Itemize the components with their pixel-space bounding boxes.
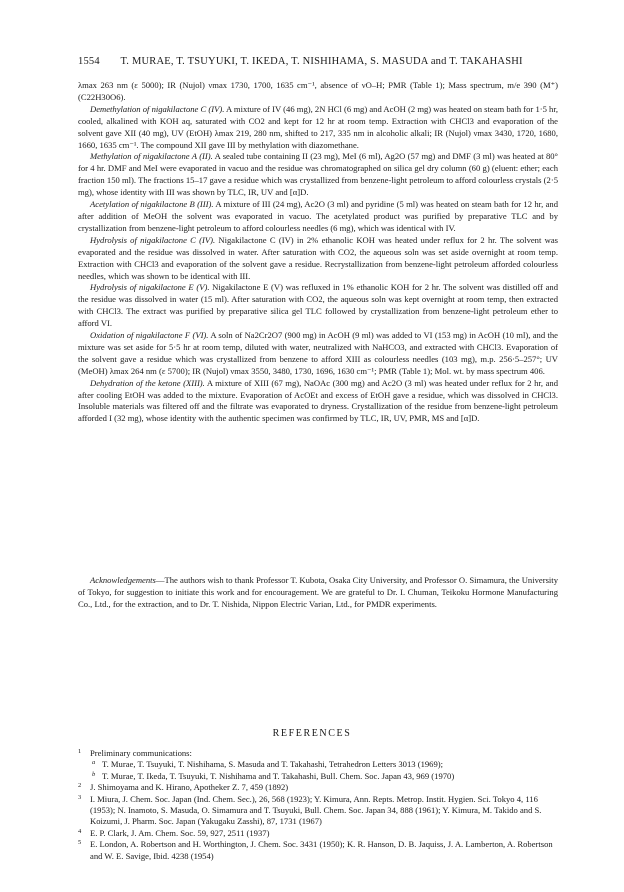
paragraph-lead: Oxidation of nigakilactone F (VI). (90, 330, 209, 341)
paragraph-lead: Hydrolysis of nigakilactone E (V). (90, 282, 210, 293)
paragraph-lead: Demethylation of nigakilactone C (IV). (90, 103, 225, 114)
paragraph-hydrolysis-c: Hydrolysis of nigakilactone C (IV). Nigakilactone C (IV) in 2% ethanolic KOH was heated under reflux for 2 hr. The solvent was evaporated and the residue was dissolved in water. After saturation with CO2, the aqueous soln was set aside overnight at room temp. Extraction with CHCl3 and evaporation of the solvent gave a residue. Recrystallization from benzene-light petroleum afforded colourless needles, which was shown to be identical with III. (78, 234, 558, 281)
reference-subitem (78, 759, 558, 770)
acknowledgements (78, 575, 558, 611)
reference-number: 5 (78, 839, 82, 847)
acknowledgements-lead: Acknowledgements (90, 575, 156, 585)
paragraph-oxidation: Oxidation of nigakilactone F (VI). A soln of Na2Cr2O7 (900 mg) in AcOH (9 ml) was added to VI (153 mg) in AcOH (10 ml), and the mixture was set aside for 5·5 hr at room temp, diluted with water, neutralized with NaHCO3, and extracted with CHCl3. Evaporation of the solvent gave a residue which was crystallized from benzene to afford XIII as colourless needles (103 mg), m.p. 256·5–257°; UV (MeOH) λmax 264 nm (ε 5700); IR (Nujol) νmax 3550, 3480, 1730, 1696, 1630 cm⁻¹; PMR (Table 1); Mol. wt. by mass spectrum 406. (78, 330, 558, 376)
paragraph-lead: Methylation of nigakilactone A (II). (90, 151, 213, 162)
paragraph-demethylation: Demethylation of nigakilactone C (IV). A mixture of IV (46 mg), 2N HCl (6 mg) and AcOH (2 mg) was heated on steam bath for 1·5 hr, cooled, alkalined with KOH aq, saturated with CO2 and kept for 12 hr at room temp. Extraction with CHCl3 and evaporation of the solvent gave XII (40 mg), UV (EtOH) λmax 219, 280 nm, shifted to 217, 335 nm in alcoholic alkali; IR (Nujol) νmax 3430, 1720, 1680, 1660, 1635 cm⁻¹. The compound XII gave III by methylation with diazomethane. (78, 103, 559, 150)
reference-subnumber: a (92, 759, 96, 767)
reference-text: T. Murae, T. Ikeda, T. Tsuyuki, T. Nishihama and T. Takahashi, Bull. Chem. Soc. Japan 43, 969 (1970) (102, 770, 455, 781)
reference-text: E. London, A. Robertson and H. Worthington, J. Chem. Soc. 3431 (1950); K. R. Hanson, D. B. Jaquiss, J. A. Lamberton, A. Robertson and W. E. Savige, Ibid. 4238 (1954) (90, 839, 553, 861)
reference-item (78, 748, 558, 759)
reference-number: 2 (78, 782, 82, 790)
reference-item (78, 794, 558, 828)
references-heading: REFERENCES (272, 728, 352, 739)
paragraph-lead: Hydrolysis of nigakilactone C (IV). (90, 234, 216, 245)
experimental-section (78, 80, 558, 425)
reference-item (78, 782, 558, 793)
reference-subitem (78, 771, 558, 782)
header-authors: T. MURAE, T. TSUYUKI, T. IKEDA, T. NISHIHAMA, S. MASUDA and T. TAKAHASHI (120, 56, 523, 67)
reference-text: T. Murae, T. Tsuyuki, T. Nishihama, S. Masuda and T. Takahashi, Tetrahedron Letters 3013 (1969); (102, 759, 444, 770)
paragraph-hydrolysis-e: Hydrolysis of nigakilactone E (V). Nigakilactone E (V) was refluxed in 1% ethanolic KOH for 2 hr. The solvent was distilled off and the residue was dissolved in water (15 ml). After saturation with CO2, the aqueous soln was kept overnight at room temp, then extracted with CHCl3. The extract was purified by preparative silica gel TLC followed by crystallization from benzene-light petroleum ether to afford VI. (78, 282, 559, 329)
acknowledgements-text: —The authors wish to thank Professor T. Kubota, Osaka City University, and Professor O. Simamura, the University of Tokyo, for suggestion to initiate this work and for encouragement. We are grateful to Dr. I. Chuman, Teikoku Hormone Manufacturing Co., Ltd., for the extraction, and to Dr. T. Nishida, Nippon Electric Varian, Ltd., for PMDR experiments. (78, 575, 558, 609)
reference-text: I. Miura, J. Chem. Soc. Japan (Ind. Chem. Sec.), 26, 568 (1923); Y. Kimura, Ann. Repts. Metrop. Instit. Hygien. Sci. Tokyo 4, 116 (1953); N. Inamoto, S. Masuda, O. Simamura and T. Tsuyuki, Bull. Chem. Soc. Japan 34, 888 (1961); Y. Kimura, M. Takido and S. Koizumi, J. Pharm. Soc. Japan (Yakugaku Zasshi), 87, 1731 (1967) (90, 793, 542, 827)
references-list (78, 748, 558, 862)
reference-text: Preliminary communications: (90, 748, 192, 758)
paragraph-acetylation: Acetylation of nigakilactone B (III). A mixture of III (24 mg), Ac2O (3 ml) and pyridine (5 ml) was heated on steam bath for 12 hr, and after addition of MeOH the solvent was evaporated in vacuo. The acetylated product was purified by preparative TLC and by crystallization from benzene-light petroleum to afford colourless needles (6 mg), which was identical with IV. (78, 199, 558, 233)
reference-number: 1 (78, 748, 82, 755)
reference-item (78, 828, 558, 839)
paragraph-lead: Acetylation of nigakilactone B (III). (90, 199, 214, 210)
paragraph-dehydration: Dehydration of the ketone (XIII). A mixture of XIII (67 mg), NaOAc (300 mg) and Ac2O (3 ml) was heated under reflux for 2 hr, and after cooling EtOH was added to the mixture. Evaporation of AcOEt and excess of EtOH gave a residue, which was dissolved in CHCl3. Insoluble materials was filtered off and the filtrate was evaporated to dryness. Crystallization of the residue from benzene-light petroleum afforded I (32 mg), whose identity with the authentic specimen was confirmed by TLC, IR, UV, PMR, MS and [α]D. (78, 377, 558, 424)
reference-number: 3 (78, 793, 82, 801)
reference-number: 4 (78, 827, 82, 835)
running-header (78, 56, 558, 67)
page-number: 1554 (78, 56, 100, 67)
reference-item (78, 839, 558, 862)
reference-text: J. Shimoyama and K. Hirano, Apotheker Z. 7, 459 (1892) (90, 782, 289, 793)
paragraph-spectral-data: λmax 263 nm (ε 5000); IR (Nujol) νmax 1730, 1700, 1635 cm⁻¹, absence of νO–H; PMR (Table 1); Mass spectrum, m/e 390 (M⁺) (C22H30O6). (78, 80, 558, 102)
paragraph-methylation: Methylation of nigakilactone A (II). A sealed tube containing II (23 mg), MeI (6 ml), Ag2O (57 mg) and DMF (3 ml) was heated at 80° for 4 hr. DMF and MeI were evaporated in vacuo and the residue was chromatographed on silica gel dry column (60 g) (eluent: ether; each fraction 150 ml). The fractions 15–17 gave a residue which was crystallized from benzene-light petroleum to afford colourless crystals (2·5 mg), whose identity with III was shown by TLC, IR, UV and [α]D. (78, 151, 558, 198)
paragraph-lead: Dehydration of the ketone (XIII). (90, 377, 205, 388)
reference-text: E. P. Clark, J. Am. Chem. Soc. 59, 927, 2511 (1937) (90, 827, 270, 838)
reference-subnumber: b (92, 770, 96, 778)
